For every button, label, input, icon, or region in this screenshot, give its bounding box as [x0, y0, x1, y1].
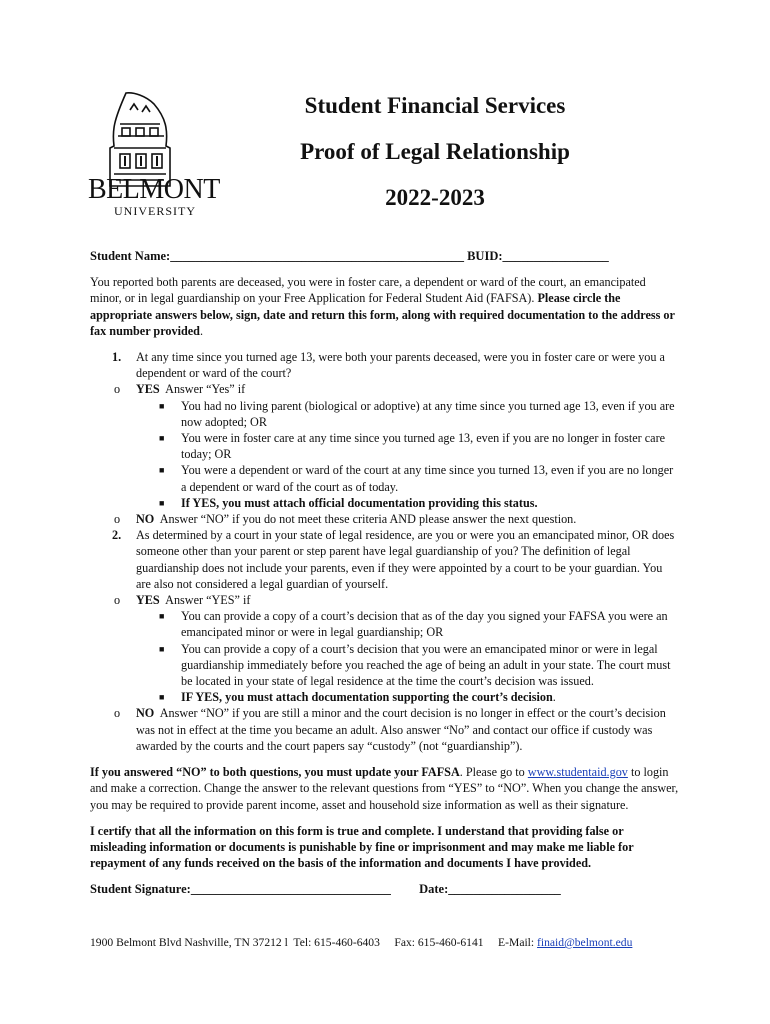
buid-field[interactable]: _________________ [502, 249, 609, 263]
circle-option-icon: o [114, 593, 121, 608]
question-1-number: 1. [112, 350, 122, 365]
question-2-number: 2. [112, 528, 122, 543]
q1-yes-label[interactable]: YES [136, 382, 160, 397]
square-bullet-icon: ■ [159, 611, 165, 622]
date-label: Date: [419, 882, 449, 897]
q1-no-label[interactable]: NO [136, 512, 155, 527]
square-bullet-icon: ■ [159, 400, 165, 411]
email-link[interactable]: finaid@belmont.edu [537, 936, 633, 949]
q1-yes-bullets [90, 398, 680, 511]
circle-option-icon: o [114, 382, 121, 397]
list-item: ■ You can provide a copy of a court’s decision that as of the day you signed your FAFSA you were an emancipated minor or were in legal guardianship; OR [159, 609, 668, 640]
list-item: ■ You can provide a copy of a court’s decision that you were an emancipated minor or were in legal guardianship immediately before you reached the age of being an adult in your state. The court must be located in your state of legal residence at the time the court’s decision was issued. [159, 641, 671, 689]
update-fafsa-paragraph: If you answered “NO” to both questions, you must update your FAFSA. Please go to www.studentaid.gov to login and make a correction. Change the answer to the relevant questions from “YES” to “NO”. When you change the answer, you may be required to provide parent income, asset and household size information as well as their signature. [90, 765, 679, 812]
student-info-row [90, 248, 680, 264]
circle-option-icon: o [114, 512, 121, 527]
studentaid-link[interactable]: www.studentaid.gov [527, 765, 628, 780]
q1-yes-text: Answer “Yes” if [159, 382, 246, 397]
title-line-2: Proof of Legal Relationship [300, 139, 570, 164]
logo-wordmark: BELMONT [88, 174, 220, 205]
contact-footer [90, 936, 690, 949]
date-field[interactable]: __________________ [448, 882, 561, 897]
q2-yes-bullets [90, 608, 680, 705]
square-bullet-icon: ■ [159, 643, 165, 654]
footer-address: 1900 Belmont Blvd Nashville, TN 37212 l Tel: 615-460-6403 Fax: 615-460-6141 E-Mail: [90, 936, 538, 949]
question-2-text: As determined by a court in your state of legal residence, are you or were you an emancipated minor, OR does someone other than your parent or step parent have legal guardianship of you? The definition of legal guardianship does not include your parents, even if they were appointed by a court to be your guardian. You are also not considered a legal guardian of yourself. [136, 528, 675, 591]
q1-yes-option[interactable] [90, 381, 680, 397]
student-name-field[interactable]: _______________________________________________ [170, 249, 464, 263]
square-bullet-icon: ■ [159, 692, 165, 703]
title-line-1: Student Financial Services [304, 93, 566, 118]
question-1 [90, 349, 680, 381]
buid-label: BUID: [463, 249, 503, 263]
q2-no-text: Answer “NO” if you are still a minor and the court decision is no longer in effect or the court’s decision was not in effect at the time you became an adult. Also answer “No” and contact our office if custody was awarded by the courts and the court papers say “custody” (not “guardianship”). [136, 706, 669, 753]
q2-yes-label[interactable]: YES [136, 593, 160, 608]
q2-no-label[interactable]: NO [136, 706, 155, 721]
signature-row [90, 881, 680, 897]
student-name-label: Student Name: [90, 249, 171, 263]
title-line-3: 2022-2023 [385, 185, 485, 210]
square-bullet-icon: ■ [159, 465, 165, 476]
certification-text: I certify that all the information on this form is true and complete. I understand that providing false or misleading information or documents is punishable by fine or imprisonment and may make me liable for repayment of any funds received on the basis of the information and documents I have provided. [90, 823, 634, 871]
signature-label: Student Signature [90, 882, 187, 897]
q2-yes-option[interactable] [90, 592, 680, 608]
intro-paragraph [90, 274, 680, 339]
square-bullet-icon: ■ [159, 497, 165, 508]
intro-instruction: Please circle the appropriate answers below, sign, date and return this form, along with required documentation to the address or fax number provided [90, 291, 675, 338]
question-2 [90, 527, 680, 592]
q2-no-option[interactable] [90, 705, 680, 754]
certification-paragraph [90, 823, 680, 872]
belmont-logo [86, 90, 220, 222]
questions-list [90, 349, 680, 754]
square-bullet-icon: ■ [159, 433, 165, 444]
signature-field[interactable]: :________________________________ [186, 882, 391, 897]
list-item: ■ If YES, you must attach official documentation providing this status. [159, 495, 538, 510]
update-fafsa-bold: If you answered “NO” to both questions, you must update your FAFSA [90, 765, 460, 780]
logo-subtitle: UNIVERSITY [114, 204, 196, 218]
q2-yes-text: Answer “YES” if [159, 593, 251, 608]
intro-text: You reported both parents are deceased, you were in foster care, a dependent or ward of the court, an emancipated minor, or in legal guardianship on your Free Application for Federal Student Aid (FAFSA). [90, 275, 646, 306]
intro-end: . [199, 323, 203, 338]
list-item: ■ You were a dependent or ward of the court at any time since you turned 13, even if you are no longer a dependent or ward of the court as of today. [159, 463, 674, 494]
title-block [250, 92, 620, 211]
circle-option-icon: o [114, 706, 121, 721]
q1-no-option[interactable] [90, 511, 680, 527]
form-content [90, 248, 680, 898]
list-item: ■ You had no living parent (biological or adoptive) at any time since you turned age 13, even if you are now adopted; OR [159, 398, 675, 429]
q1-no-text: Answer “NO” if you do not meet these criteria AND please answer the next question. [154, 512, 577, 527]
list-item: ■ You were in foster care at any time since you turned age 13, even if you are no longer in foster care today; OR [159, 431, 666, 462]
list-item: ■ IF YES, you must attach documentation supporting the court’s decision. [159, 690, 556, 705]
question-1-text: At any time since you turned age 13, were both your parents deceased, were you in foster care or were you a dependent or ward of the court? [136, 350, 665, 381]
